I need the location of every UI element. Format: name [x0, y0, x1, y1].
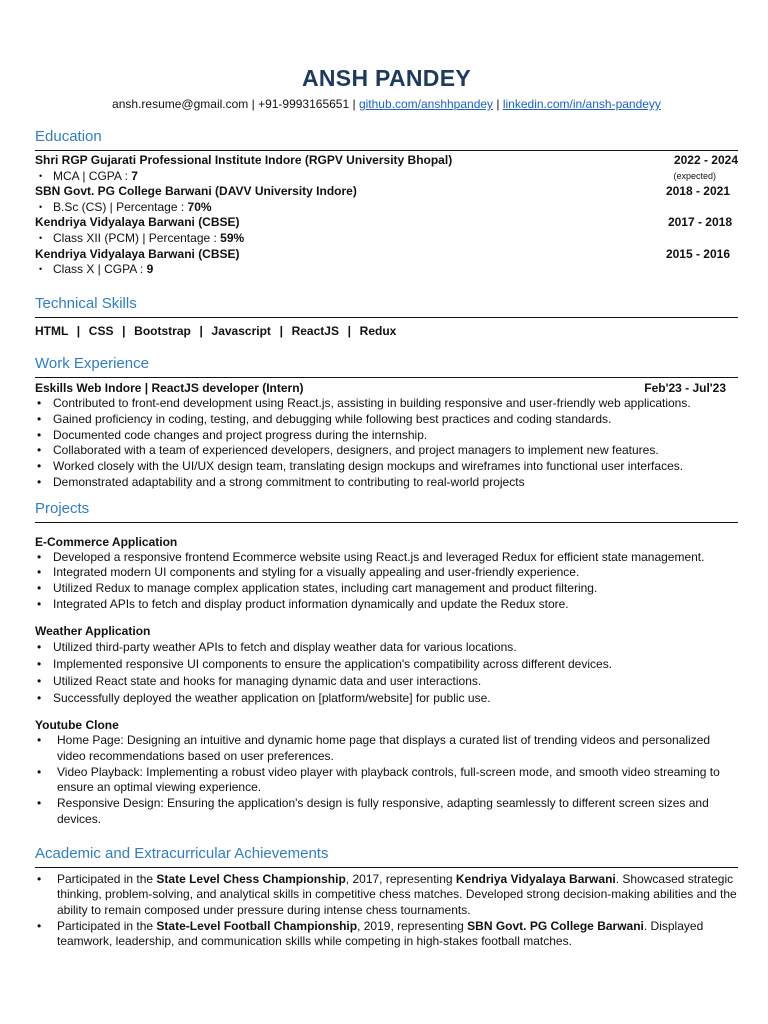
- expected-note: (expected): [673, 170, 716, 181]
- education-detail: • Class X | CGPA : 9: [35, 262, 738, 278]
- resume-page: [35, 62, 738, 950]
- project-title: Weather Application: [35, 624, 151, 639]
- education-years: 2018 - 2021: [665, 184, 730, 199]
- project-ecommerce: [35, 535, 738, 613]
- project-bullet: • Integrated APIs to fetch and display product information dynamically and update the Redux store.: [35, 597, 738, 613]
- project-bullet: • Integrated modern UI components and styling for a visually appealing and user-friendly experience.: [35, 565, 738, 581]
- project-bullet: • Video Playback: Implementing a robust video player with playback controls, full-screen mode, and smooth video streaming to ensure an optimal viewing experience.: [35, 765, 738, 796]
- work-role: Eskills Web Indore | ReactJS developer (Intern): [35, 380, 304, 395]
- education-detail: • MCA | CGPA : 7: [35, 169, 138, 185]
- project-bullet: • Utilized third-party weather APIs to fetch and display weather data for various locations.: [35, 639, 738, 656]
- work-dates: Feb'23 - Jul'23: [644, 380, 726, 395]
- education-entry: [35, 215, 738, 231]
- project-title: E-Commerce Application: [35, 534, 178, 549]
- project-title: Youtube Clone: [35, 718, 119, 733]
- project-bullet: • Home Page: Designing an intuitive and dynamic home page that displays a curated list of trending videos and personalized video recommendations based on user preferences.: [35, 733, 738, 764]
- work-bullet: • Collaborated with a team of experienced developers, designers, and project managers to implement new features.: [35, 443, 738, 459]
- education-divider: [35, 150, 738, 151]
- work-bullet: • Documented code changes and project progress during the internship.: [35, 428, 738, 444]
- project-bullet: • Utilized React state and hooks for managing dynamic data and user interactions.: [35, 673, 738, 690]
- project-weather: [35, 624, 738, 707]
- skills-divider: [35, 317, 738, 318]
- contact-email-phone: ansh.resume@gmail.com | +91-9993165651 |: [112, 97, 359, 111]
- education-list: [35, 153, 738, 278]
- skills-heading: Technical Skills: [35, 294, 137, 312]
- education-entry: [35, 184, 738, 200]
- github-link[interactable]: github.com/anshhpandey: [358, 97, 494, 111]
- project-bullet: • Utilized Redux to manage complex application states, including cart management and product filtering.: [35, 581, 738, 597]
- work-bullet: • Contributed to front-end development using React.js, assisting in building responsive and user-friendly web applications.: [35, 396, 738, 412]
- linkedin-link[interactable]: linkedin.com/in/ansh-pandeyy: [502, 97, 661, 111]
- education-detail-row: [35, 169, 738, 185]
- work-bullet: • Demonstrated adaptability and a strong commitment to contributing to real-world projects: [35, 475, 738, 491]
- education-years: 2015 - 2016: [665, 246, 730, 261]
- achievements-list: [35, 872, 738, 951]
- institution-name: Kendriya Vidyalaya Barwani (CBSE): [35, 215, 240, 230]
- work-heading: Work Experience: [35, 354, 149, 372]
- work-bullet: • Worked closely with the UI/UX design team, translating design mockups and wireframes into functional user interfaces.: [35, 459, 738, 475]
- contact-line: [35, 95, 738, 113]
- work-role-row: [35, 381, 738, 397]
- contact-separator: |: [493, 97, 503, 111]
- education-detail: • B.Sc (CS) | Percentage : 70%: [35, 200, 738, 216]
- candidate-name: ANSH PANDEY: [301, 65, 471, 91]
- project-bullet: • Responsive Design: Ensuring the application's design is fully responsive, adapting seamlessly to different screen sizes and devices.: [35, 796, 738, 827]
- institution-name: SBN Govt. PG College Barwani (DAVV University Indore): [35, 184, 357, 199]
- projects-heading: Projects: [35, 499, 90, 517]
- projects-divider: [35, 522, 738, 523]
- education-years: 2017 - 2018: [667, 215, 732, 230]
- achievements-divider: [35, 867, 738, 868]
- institution-name: Shri RGP Gujarati Professional Institute Indore (RGPV University Bhopal): [35, 153, 453, 167]
- project-bullet: • Implemented responsive UI components to ensure the application's compatibility across different devices.: [35, 656, 738, 673]
- project-youtube: [35, 718, 738, 827]
- institution-name: Kendriya Vidyalaya Barwani (CBSE): [35, 246, 240, 261]
- education-entry: [35, 153, 738, 169]
- work-divider: [35, 377, 738, 378]
- achievement-item: • Participated in the State Level Chess Championship, 2017, representing Kendriya Vidyalaya Barwani. Showcased strategic thinking, problem-solving, and analytical skills in competitive chess matches. Developed strong decision-making abilities and the ability to remain composed under pressure during intense chess tournaments.: [35, 872, 738, 919]
- achievements-heading: Academic and Extracurricular Achievements: [35, 844, 329, 862]
- skills-line: HTML | CSS | Bootstrap | Javascript | ReactJS | Redux: [35, 323, 397, 338]
- education-entry: [35, 247, 738, 263]
- achievement-item: • Participated in the State-Level Football Championship, 2019, representing SBN Govt. PG College Barwani. Displayed teamwork, leadership, and communication skills while competing in high-stakes football matches.: [35, 919, 738, 950]
- work-bullets: [35, 396, 738, 490]
- project-bullet: • Developed a responsive frontend Ecommerce website using React.js and leveraged Redux for efficient state management.: [35, 550, 738, 566]
- project-bullet: • Successfully deployed the weather application on [platform/website] for public use.: [35, 690, 738, 707]
- work-bullet: • Gained proficiency in coding, testing, and debugging while following best practices and coding standards.: [35, 412, 738, 428]
- education-years: 2022 - 2024: [673, 153, 738, 167]
- education-detail: • Class XII (PCM) | Percentage : 59%: [35, 231, 738, 247]
- education-heading: Education: [35, 128, 102, 145]
